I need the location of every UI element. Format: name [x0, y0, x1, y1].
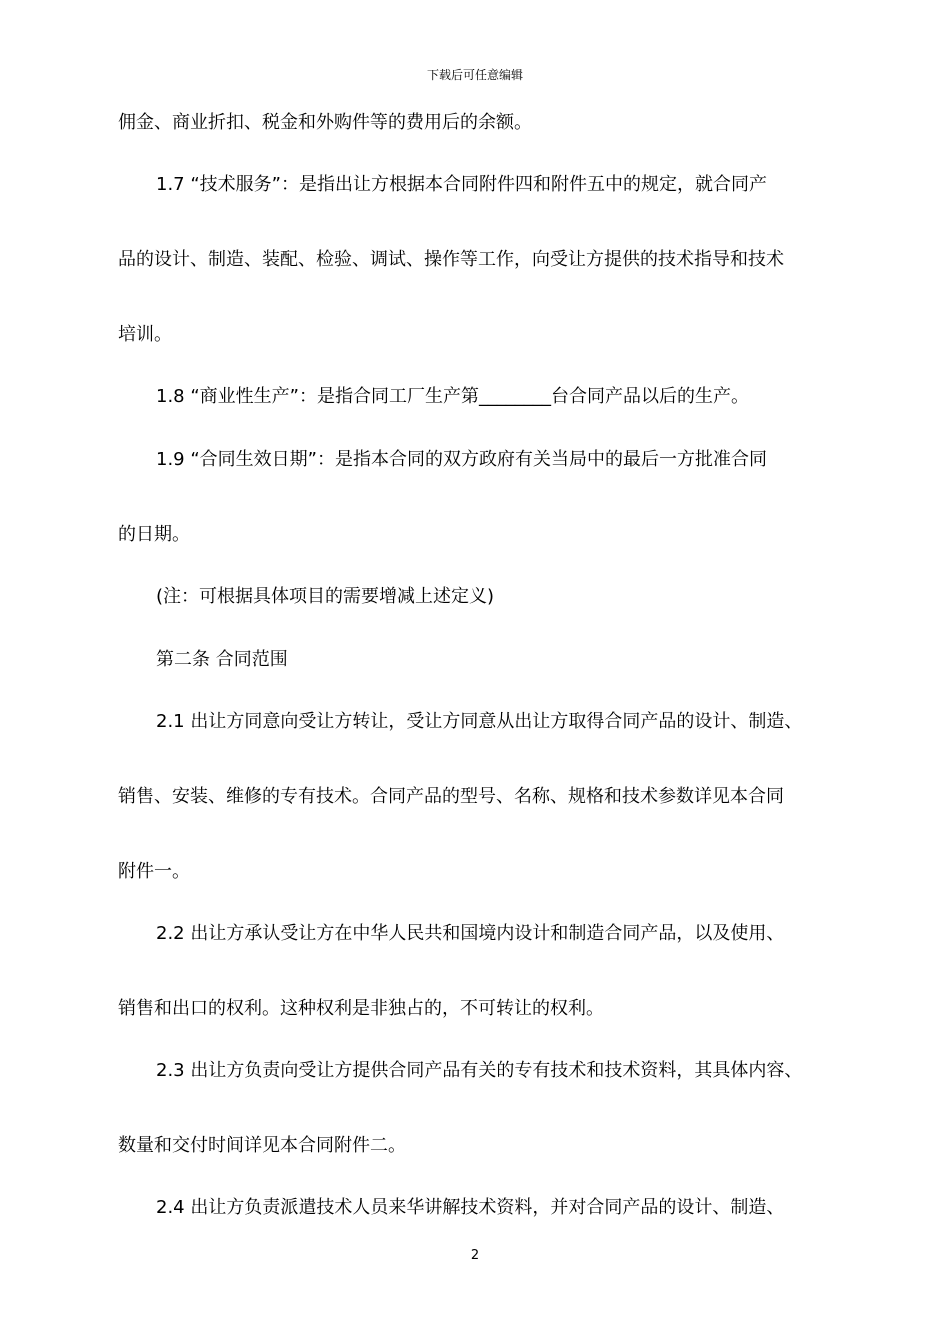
page-header: 下载后可任意编辑 — [426, 68, 523, 82]
text-line: 2.2 出让方承认受让方在中华人民共和国境内设计和制造合同产品，以及使用、 — [156, 923, 785, 944]
section-heading: 第二条 合同范围 — [156, 649, 288, 670]
text-line: 1.8 “商业性生产”：是指合同工厂生产第________台合同产品以后的生产。 — [156, 386, 749, 407]
text-line: 销售和出口的权利。这种权利是非独占的，不可转让的权利。 — [118, 998, 604, 1019]
text-line: 附件一。 — [118, 861, 190, 882]
text-line: 2.3 出让方负责向受让方提供合同产品有关的专有技术和技术资料，其具体内容、 — [156, 1060, 803, 1081]
text-line: 1.9 “合同生效日期”：是指本合同的双方政府有关当局中的最后一方批准合同 — [156, 449, 767, 470]
text-line: 品的设计、制造、装配、检验、调试、操作等工作，向受让方提供的技术指导和技术 — [118, 249, 784, 270]
text-line: 销售、安装、维修的专有技术。合同产品的型号、名称、规格和技术参数详见本合同 — [118, 786, 784, 807]
text-line: (注：可根据具体项目的需要增减上述定义) — [156, 586, 495, 607]
text-line: 2.4 出让方负责派遣技术人员来华讲解技术资料，并对合同产品的设计、制造、 — [156, 1197, 785, 1218]
text-line: 的日期。 — [118, 524, 190, 545]
text-line: 2.1 出让方同意向受让方转让，受让方同意从出让方取得合同产品的设计、制造、 — [156, 711, 803, 732]
page-number: 2 — [470, 1248, 480, 1263]
text-line: 培训。 — [118, 324, 172, 345]
text-line: 1.7 “技术服务”：是指出让方根据本合同附件四和附件五中的规定，就合同产 — [156, 174, 767, 195]
text-line: 数量和交付时间详见本合同附件二。 — [118, 1135, 406, 1156]
text-line: 佣金、商业折扣、税金和外购件等的费用后的余额。 — [118, 112, 532, 133]
